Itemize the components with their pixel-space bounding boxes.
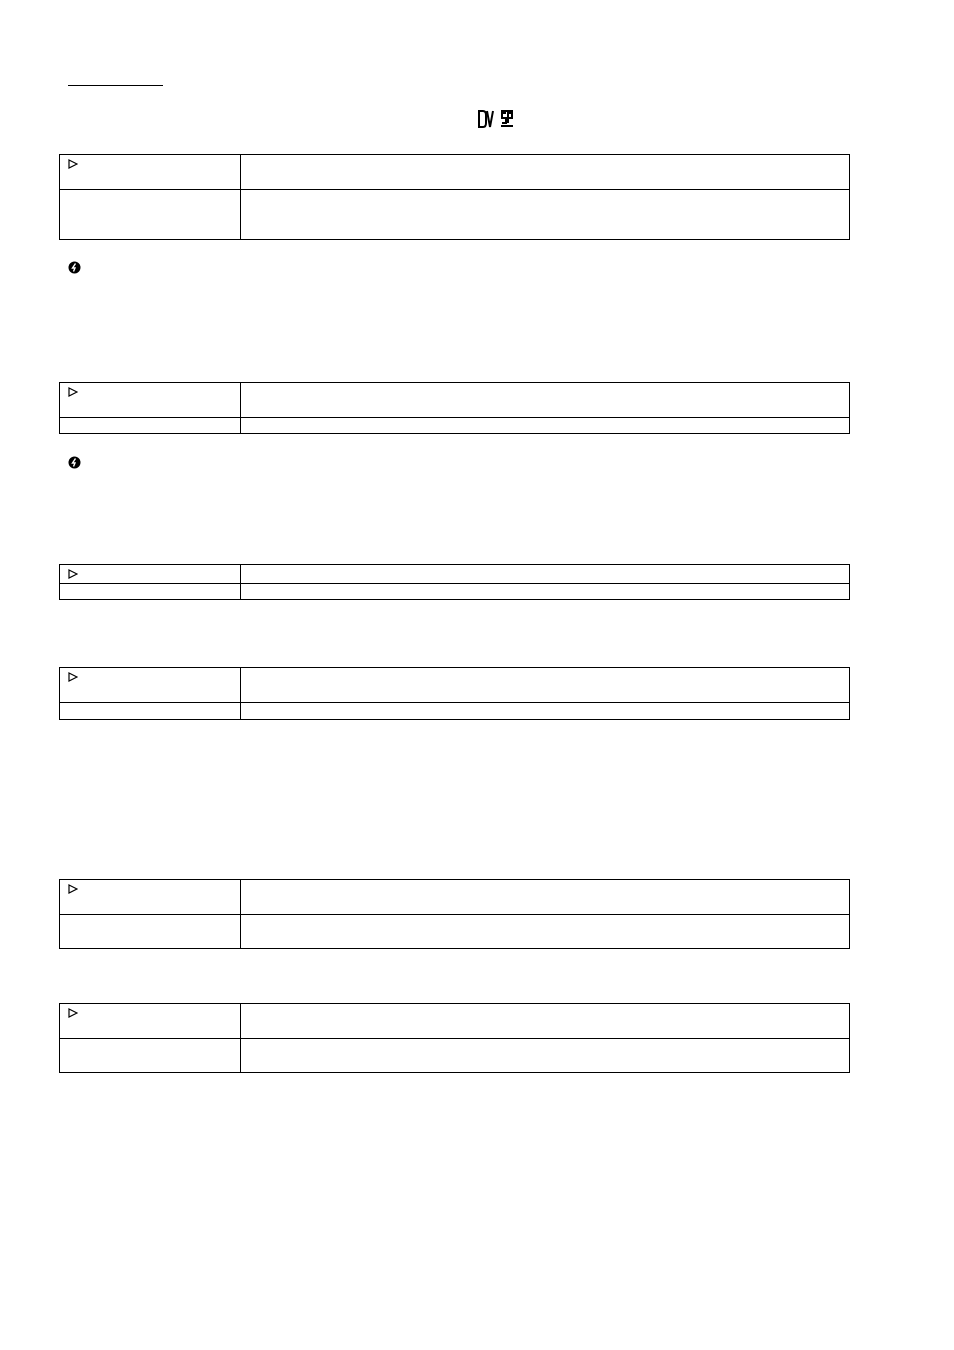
triangle-marker-icon	[68, 569, 78, 579]
table-cell-value	[241, 668, 849, 702]
table-4	[59, 667, 850, 720]
table-cell-value	[241, 1039, 849, 1072]
mode-logos	[478, 110, 514, 128]
table-cell-label	[60, 668, 241, 702]
table-cell-label	[60, 1004, 241, 1038]
table-row	[60, 383, 849, 417]
table-row	[60, 880, 849, 914]
table-row	[60, 417, 849, 433]
table-cell-label	[60, 155, 241, 189]
table-cell-label	[60, 190, 241, 239]
table-row	[60, 155, 849, 189]
triangle-marker-icon	[68, 387, 78, 397]
table-row	[60, 565, 849, 583]
table-cell-label	[60, 565, 241, 583]
table-cell-label	[60, 1039, 241, 1072]
table-5	[59, 879, 850, 949]
note-icon	[68, 456, 81, 469]
table-row	[60, 189, 849, 239]
table-row	[60, 583, 849, 599]
table-cell-value	[241, 565, 849, 583]
table-row	[60, 668, 849, 702]
triangle-marker-icon	[68, 159, 78, 169]
table-cell-value	[241, 880, 849, 914]
table-cell-value	[241, 584, 849, 599]
table-cell-label	[60, 915, 241, 948]
table-cell-value	[241, 155, 849, 189]
triangle-marker-icon	[68, 884, 78, 894]
table-cell-value	[241, 1004, 849, 1038]
table-cell-value	[241, 383, 849, 417]
table-2	[59, 382, 850, 434]
dv-logo-icon	[478, 110, 494, 128]
table-cell-value	[241, 703, 849, 719]
table-cell-value	[241, 418, 849, 433]
table-6	[59, 1003, 850, 1073]
note-icon	[68, 261, 81, 274]
table-row	[60, 702, 849, 719]
table-cell-label	[60, 584, 241, 599]
table-cell-value	[241, 190, 849, 239]
table-cell-label	[60, 418, 241, 433]
triangle-marker-icon	[68, 672, 78, 682]
triangle-marker-icon	[68, 1008, 78, 1018]
table-cell-value	[241, 915, 849, 948]
table-row	[60, 1038, 849, 1072]
sp-logo-icon	[500, 110, 514, 128]
table-cell-label	[60, 880, 241, 914]
table-1	[59, 154, 850, 240]
table-cell-label	[60, 703, 241, 719]
table-cell-label	[60, 383, 241, 417]
header-underline	[68, 85, 163, 86]
table-row	[60, 1004, 849, 1038]
table-row	[60, 914, 849, 948]
table-3	[59, 564, 850, 600]
